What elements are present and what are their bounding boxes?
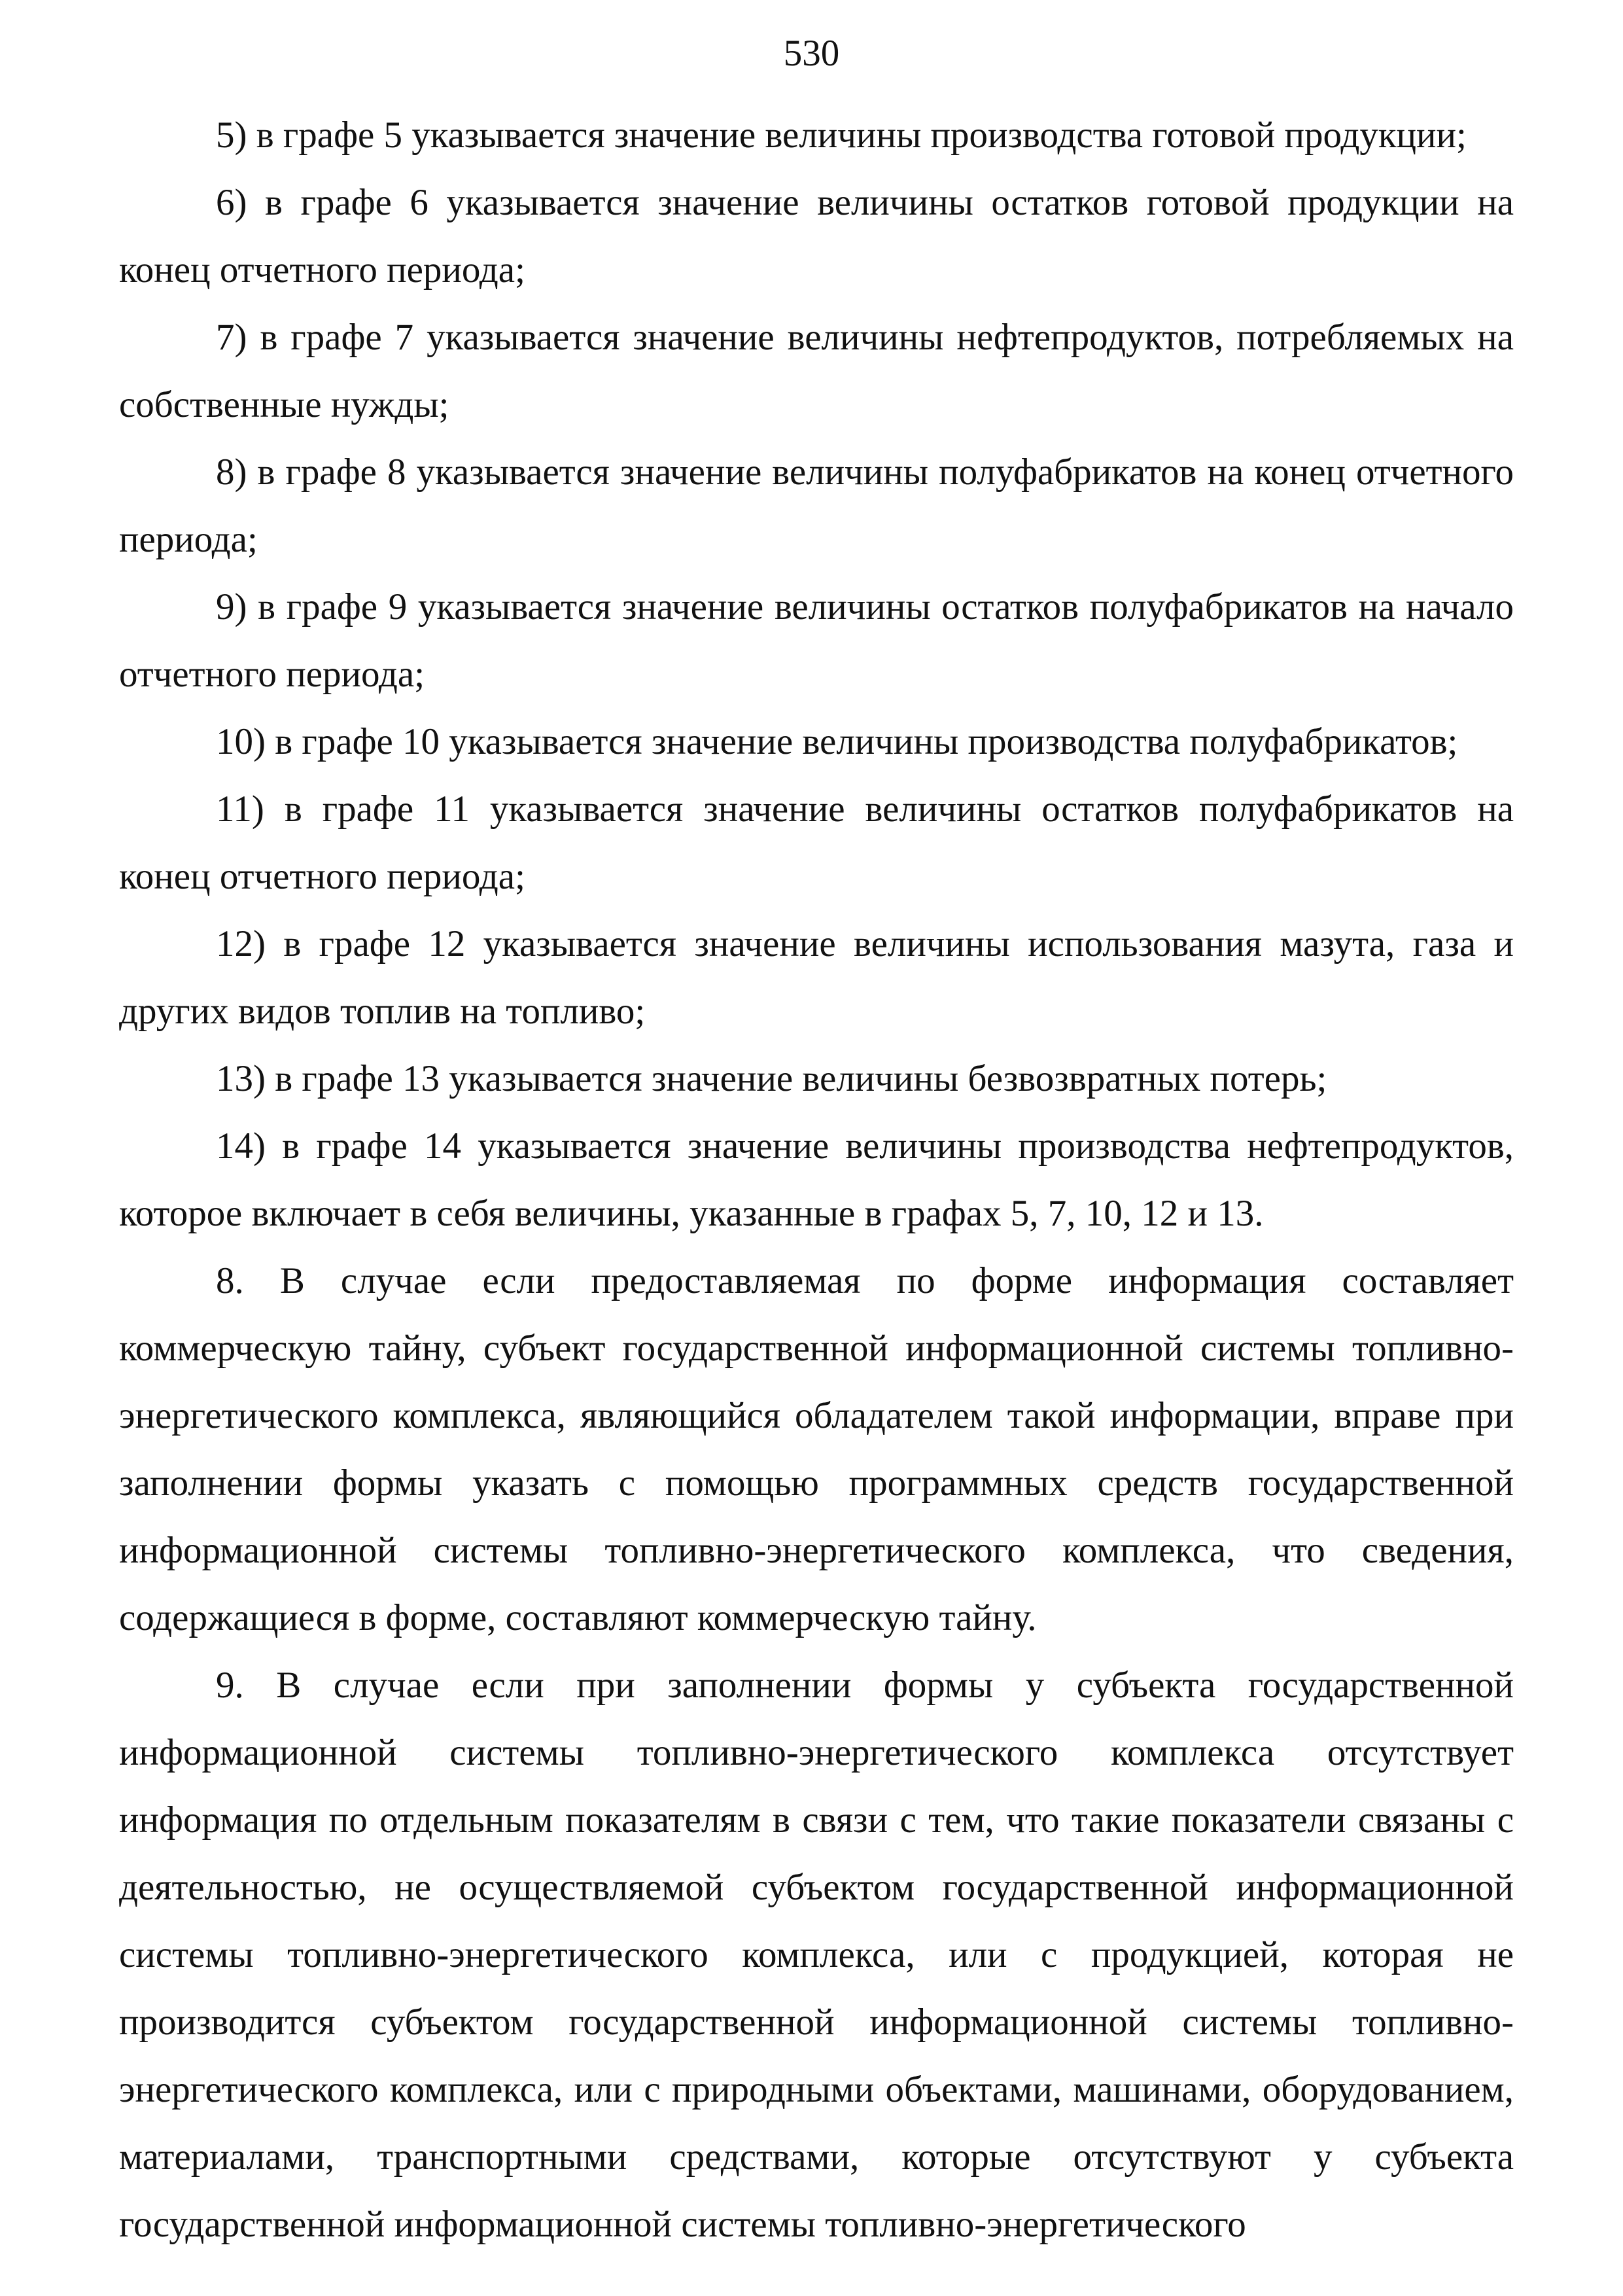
item-9-paragraph: 9) в графе 9 указывается значение величины остатков полуфабрикатов на начало отчетного периода; [119,586,1514,695]
item-7-paragraph: 7) в графе 7 указывается значение величины нефтепродуктов, потребляемых на собственные нужды; [119,317,1514,425]
document-body [119,101,1514,2258]
section-8-paragraph: 8. В случае если предоставляемая по форме информация составляет коммерческую тайну, субъект государственной информационной системы топливно-энергетического комплекса, являющийся обладателем такой информации, вправе при заполнении формы указать с помощью программных средств государственной информационной системы топливно-энергетического комплекса, что сведения, содержащиеся в форме, составляют коммерческую тайну. [119,1260,1514,1638]
section-9-paragraph: 9. В случае если при заполнении формы у субъекта государственной информационной системы топливно-энергетического комплекса отсутствует информация по отдельным показателям в связи с тем, что такие показатели связаны с деятельностью, не осуществляемой субъектом государственной информационной системы топливно-энергетического комплекса, или с продукцией, которая не производится субъектом государственной информационной системы топливно-энергетического комплекса, или с природными объектами, машинами, оборудованием, материалами, транспортными средствами, которые отсутствуют у субъекта государственной информационной системы топливно-энергетического [119,1665,1514,2245]
item-8-paragraph: 8) в графе 8 указывается значение величины полуфабрикатов на конец отчетного периода; [119,451,1514,560]
item-6-paragraph: 6) в графе 6 указывается значение величины остатков готовой продукции на конец отчетного периода; [119,182,1514,291]
item-12-paragraph: 12) в графе 12 указывается значение величины использования мазута, газа и других видов топлив на топливо; [119,923,1514,1032]
item-10-paragraph: 10) в графе 10 указывается значение величины производства полуфабрикатов; [216,721,1458,762]
item-5-paragraph: 5) в графе 5 указывается значение величины производства готовой продукции; [216,115,1467,156]
item-14-paragraph: 14) в графе 14 указывается значение величины производства нефтепродуктов, которое включает в себя величины, указанные в графах 5, 7, 10, 12 и 13. [119,1125,1514,1234]
page-number: 530 [783,33,840,74]
item-11-paragraph: 11) в графе 11 указывается значение величины остатков полуфабрикатов на конец отчетного периода; [119,788,1514,897]
item-13-paragraph: 13) в графе 13 указывается значение величины безвозвратных потерь; [216,1058,1327,1099]
